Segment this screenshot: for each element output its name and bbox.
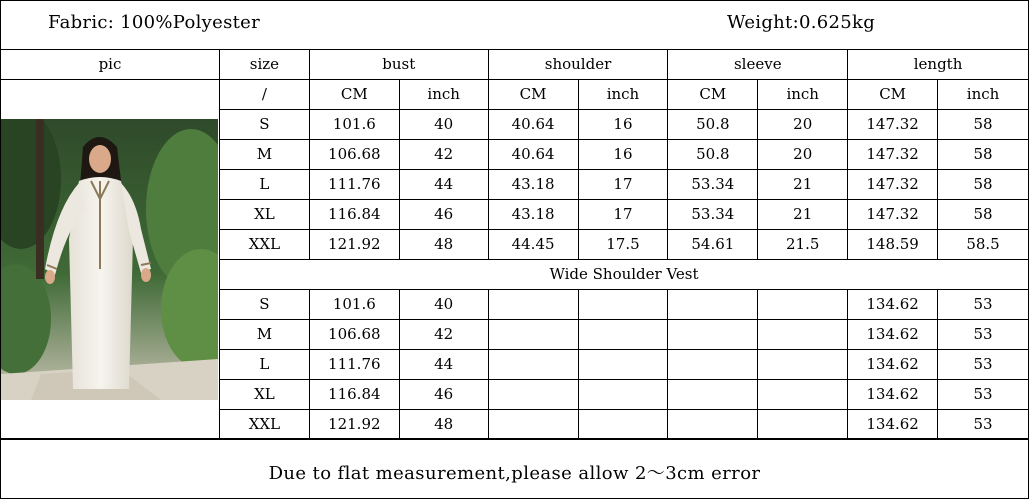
- bust-inch-cell: 42: [399, 140, 488, 170]
- size-cell: XXL: [219, 410, 309, 440]
- bust-cm-cell: 111.76: [309, 170, 399, 200]
- length-cm-cell: 134.62: [848, 320, 938, 350]
- size-cell: L: [219, 350, 309, 380]
- empty-cell: [758, 380, 848, 410]
- empty-cell: [578, 380, 668, 410]
- col-header-pic: pic: [1, 50, 220, 80]
- unit-shoulder-inch: inch: [578, 80, 668, 110]
- shoulder-inch-cell: 16: [578, 110, 668, 140]
- col-header-length: length: [848, 50, 1029, 80]
- col-header-shoulder: shoulder: [488, 50, 668, 80]
- fabric-label: Fabric: 100%Polyester: [48, 12, 261, 33]
- bust-inch-cell: 40: [399, 290, 488, 320]
- empty-cell: [668, 380, 758, 410]
- empty-cell: [668, 320, 758, 350]
- bust-inch-cell: 44: [399, 170, 488, 200]
- length-cm-cell: 134.62: [848, 380, 938, 410]
- length-inch-cell: 53: [938, 380, 1029, 410]
- length-inch-cell: 58: [938, 140, 1029, 170]
- length-cm-cell: 147.32: [848, 140, 938, 170]
- measurement-note: Due to flat measurement,please allow 2～3cm error: [268, 463, 761, 484]
- unit-size: /: [219, 80, 309, 110]
- empty-cell: [758, 320, 848, 350]
- empty-cell: [578, 320, 668, 350]
- sleeve-inch-cell: 21: [758, 170, 848, 200]
- length-inch-cell: 53: [938, 350, 1029, 380]
- bust-inch-cell: 48: [399, 230, 488, 260]
- sleeve-cm-cell: 54.61: [668, 230, 758, 260]
- bust-inch-cell: 42: [399, 320, 488, 350]
- length-inch-cell: 58: [938, 110, 1029, 140]
- unit-sleeve-cm: CM: [668, 80, 758, 110]
- empty-cell: [668, 350, 758, 380]
- header-row: [1, 50, 1029, 80]
- length-inch-cell: 58.5: [938, 230, 1029, 260]
- product-photo-cell: [1, 80, 220, 440]
- empty-cell: [488, 290, 578, 320]
- length-inch-cell: 58: [938, 170, 1029, 200]
- unit-length-cm: CM: [848, 80, 938, 110]
- empty-cell: [578, 290, 668, 320]
- model-in-white-dress-image: [1, 119, 218, 400]
- size-cell: XXL: [219, 230, 309, 260]
- weight-label: Weight:0.625kg: [727, 12, 876, 33]
- empty-cell: [578, 410, 668, 440]
- empty-cell: [668, 410, 758, 440]
- unit-row: [1, 80, 1029, 110]
- length-cm-cell: 147.32: [848, 200, 938, 230]
- bust-inch-cell: 40: [399, 110, 488, 140]
- length-inch-cell: 58: [938, 200, 1029, 230]
- empty-cell: [488, 350, 578, 380]
- sleeve-inch-cell: 21: [758, 200, 848, 230]
- shoulder-cm-cell: 43.18: [488, 170, 578, 200]
- empty-cell: [578, 350, 668, 380]
- length-cm-cell: 148.59: [848, 230, 938, 260]
- col-header-size: size: [219, 50, 309, 80]
- shoulder-cm-cell: 40.64: [488, 110, 578, 140]
- sleeve-inch-cell: 20: [758, 140, 848, 170]
- size-cell: M: [219, 320, 309, 350]
- sleeve-cm-cell: 50.8: [668, 110, 758, 140]
- sleeve-cm-cell: 53.34: [668, 200, 758, 230]
- size-cell: M: [219, 140, 309, 170]
- info-header: [0, 0, 1029, 50]
- unit-shoulder-cm: CM: [488, 80, 578, 110]
- col-header-sleeve: sleeve: [668, 50, 848, 80]
- bust-inch-cell: 46: [399, 200, 488, 230]
- bust-cm-cell: 116.84: [309, 380, 399, 410]
- bust-cm-cell: 116.84: [309, 200, 399, 230]
- shoulder-cm-cell: 40.64: [488, 140, 578, 170]
- bust-cm-cell: 111.76: [309, 350, 399, 380]
- length-cm-cell: 147.32: [848, 170, 938, 200]
- size-cell: S: [219, 290, 309, 320]
- length-cm-cell: 134.62: [848, 410, 938, 440]
- length-cm-cell: 134.62: [848, 350, 938, 380]
- shoulder-inch-cell: 17: [578, 200, 668, 230]
- length-inch-cell: 53: [938, 290, 1029, 320]
- unit-length-inch: inch: [938, 80, 1029, 110]
- shoulder-inch-cell: 17.5: [578, 230, 668, 260]
- size-table: [0, 49, 1029, 440]
- product-photo: [1, 119, 218, 400]
- shoulder-inch-cell: 17: [578, 170, 668, 200]
- shoulder-inch-cell: 16: [578, 140, 668, 170]
- empty-cell: [488, 380, 578, 410]
- bust-cm-cell: 101.6: [309, 110, 399, 140]
- bust-cm-cell: 106.68: [309, 140, 399, 170]
- sleeve-cm-cell: 50.8: [668, 140, 758, 170]
- unit-sleeve-inch: inch: [758, 80, 848, 110]
- bust-cm-cell: 106.68: [309, 320, 399, 350]
- bust-inch-cell: 44: [399, 350, 488, 380]
- bust-cm-cell: 121.92: [309, 410, 399, 440]
- bust-inch-cell: 46: [399, 380, 488, 410]
- bust-cm-cell: 101.6: [309, 290, 399, 320]
- sleeve-cm-cell: 53.34: [668, 170, 758, 200]
- empty-cell: [758, 410, 848, 440]
- bust-cm-cell: 121.92: [309, 230, 399, 260]
- vest-section-title: Wide Shoulder Vest: [219, 260, 1028, 290]
- empty-cell: [758, 290, 848, 320]
- size-cell: XL: [219, 200, 309, 230]
- size-cell: XL: [219, 380, 309, 410]
- empty-cell: [488, 320, 578, 350]
- size-cell: S: [219, 110, 309, 140]
- empty-cell: [488, 410, 578, 440]
- shoulder-cm-cell: 43.18: [488, 200, 578, 230]
- unit-bust-cm: CM: [309, 80, 399, 110]
- empty-cell: [758, 350, 848, 380]
- footer-note-area: [0, 438, 1029, 500]
- length-cm-cell: 147.32: [848, 110, 938, 140]
- length-inch-cell: 53: [938, 410, 1029, 440]
- sleeve-inch-cell: 20: [758, 110, 848, 140]
- bust-inch-cell: 48: [399, 410, 488, 440]
- length-inch-cell: 53: [938, 320, 1029, 350]
- empty-cell: [668, 290, 758, 320]
- col-header-bust: bust: [309, 50, 488, 80]
- unit-bust-inch: inch: [399, 80, 488, 110]
- length-cm-cell: 134.62: [848, 290, 938, 320]
- sleeve-inch-cell: 21.5: [758, 230, 848, 260]
- size-cell: L: [219, 170, 309, 200]
- shoulder-cm-cell: 44.45: [488, 230, 578, 260]
